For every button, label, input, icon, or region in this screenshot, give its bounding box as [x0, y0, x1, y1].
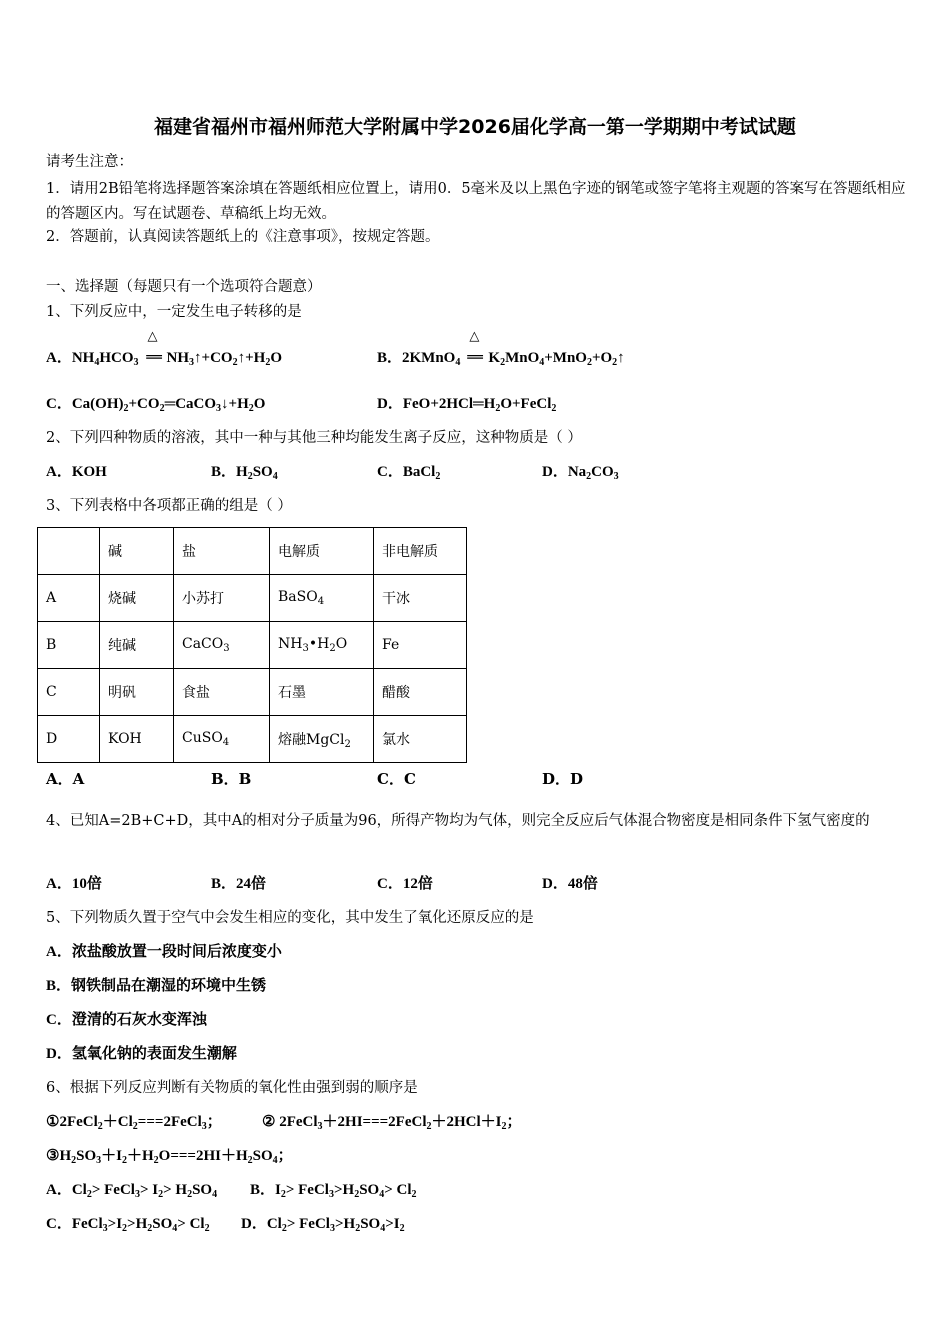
table-cell: 石墨: [270, 669, 374, 716]
table-cell: 干冰: [374, 575, 467, 622]
q6-stem: 6、根据下列反应判断有关物质的氧化性由强到弱的顺序是: [46, 1080, 418, 1096]
q6-option-a: A．$Cl_2>$ FeCl$_3$> $I_2> H_2SO_4$: [46, 1182, 218, 1200]
table-header-cell: 非电解质: [374, 528, 467, 575]
q6-option-d: D．$Cl_2>$ $FeCl_3>H_2SO_4>I_2$: [241, 1216, 405, 1234]
q4-option-c: C．12倍: [377, 876, 433, 892]
q2-option-b: B．$H_2SO_4$: [211, 464, 278, 482]
q2-option-c: C．BaCl$_2$: [377, 464, 441, 482]
table-cell: C: [38, 669, 100, 716]
q2-option-a: A．KOH: [46, 464, 107, 480]
table-cell: 熔融MgCl$_2$: [270, 716, 374, 763]
q1-stem: 1、下列反应中，一定发生电子转移的是: [46, 304, 302, 320]
table-row: [38, 716, 467, 763]
table-cell: B: [38, 622, 100, 669]
table-header-cell: 碱: [100, 528, 174, 575]
table-cell: CuSO$_4$: [174, 716, 270, 763]
q1-option-d: D．$FeO+2HCl═H_2O+FeCl_2$: [377, 396, 557, 414]
table-row: [38, 622, 467, 669]
q6-option-c: C．$FeCl_3>I_2>H_2SO_4> Cl_2$: [46, 1216, 210, 1234]
heat-symbol-icon: △: [469, 329, 480, 344]
table-cell: 小苏打: [174, 575, 270, 622]
q5-stem: 5、下列物质久置于空气中会发生相应的变化，其中发生了氧化还原反应的是: [46, 910, 534, 926]
heat-arrow: △ ═: [467, 329, 482, 366]
q2-option-d: D．$Na_2CO_3$: [542, 464, 619, 482]
table-cell: A: [38, 575, 100, 622]
q3-stem: 3、下列表格中各项都正确的组是（ ）: [46, 498, 292, 514]
q1-a-reactant: $NH_4HCO_3$: [71, 350, 139, 368]
q6-reaction-1: $①2FeCl_2+Cl_2===2FeCl_3$；: [46, 1114, 222, 1132]
table-header-row: [38, 528, 467, 575]
q3-option-a: A．A: [46, 770, 85, 788]
q4-option-d: D．48倍: [542, 876, 598, 892]
q6-reaction-3: $③H_2SO_3+I_2+H_2O===2HI+H_2SO_4$；: [46, 1148, 293, 1166]
q1-a-products: $NH_3↑+CO_2↑+H_2O$: [166, 350, 282, 368]
q5-option-c: C．澄清的石灰水变浑浊: [46, 1012, 207, 1028]
q3-option-b: B．B: [211, 770, 252, 788]
q1-b-reactant: 2KMnO$_4$: [402, 350, 461, 368]
page-title: 福建省福州市福州师范大学附属中学2026届化学高一第一学期期中考试试题: [154, 116, 796, 138]
table-cell: $NH_3•H_2O$: [270, 622, 374, 669]
table-header-cell: 电解质: [270, 528, 374, 575]
q5-option-a: A．浓盐酸放置一段时间后浓度变小: [46, 944, 282, 960]
table-cell: 氯水: [374, 716, 467, 763]
table-cell: 醋酸: [374, 669, 467, 716]
table-cell: Fe: [374, 622, 467, 669]
q1-option-c: C．$Ca(OH)_2+CO_2═CaCO_3↓+H_2O$: [46, 396, 266, 414]
table-row: [38, 669, 467, 716]
heat-arrow: △ ═: [145, 329, 160, 366]
table-cell: 明矾: [100, 669, 174, 716]
table-cell: BaSO$_4$: [270, 575, 374, 622]
table-cell: D: [38, 716, 100, 763]
notice-heading: 请考生注意：: [46, 154, 133, 170]
q6-option-b: B．$I_2>$ $FeCl_3>H_2SO_4> Cl_2$: [250, 1182, 417, 1200]
table-header-cell: [38, 528, 100, 575]
q1-b-products: $K_2MnO_4+MnO_2+O_2↑$: [488, 350, 625, 368]
q4-stem: 4、已知A=2B+C+D，其中A的相对分子质量为96，所得产物均为气体，则完全反应后气体混合物密度是相同条件下氢气密度的: [46, 813, 870, 829]
q5-option-d: D．氢氧化钠的表面发生潮解: [46, 1046, 237, 1062]
table-cell: 烧碱: [100, 575, 174, 622]
table-cell: KOH: [100, 716, 174, 763]
q4-option-a: A．10倍: [46, 876, 102, 892]
q3-option-d: D．D: [542, 770, 584, 788]
q3-option-c: C．C: [377, 770, 416, 788]
heat-symbol-icon: △: [147, 329, 158, 344]
table-cell: 食盐: [174, 669, 270, 716]
table-cell: CaCO$_3$: [174, 622, 270, 669]
q1-b-label: B．: [377, 350, 403, 366]
q5-option-b: B．钢铁制品在潮湿的环境中生锈: [46, 978, 267, 994]
section-heading: 一、选择题（每题只有一个选项符合题意）: [46, 279, 322, 295]
q1-a-label: A．: [46, 350, 72, 366]
notice-item-2: 2．答题前，认真阅读答题纸上的《注意事项》，按规定答题。: [46, 229, 440, 245]
classification-table: [37, 527, 467, 763]
q6-reaction-2: ② $2FeCl_3+2HI===2FeCl_2+2HCl+I_2$；: [262, 1114, 522, 1132]
table-cell: 纯碱: [100, 622, 174, 669]
q1-option-b: [377, 329, 625, 373]
q2-stem: 2、下列四种物质的溶液，其中一种与其他三种均能发生离子反应，这种物质是（ ）: [46, 430, 582, 446]
notice-item-1: 1．请用2B铅笔将选择题答案涂填在答题纸相应位置上，请用0．5毫米及以上黑色字迹的钢笔或签字笔将主观题的答案写在答题纸相应的答题区内。写在试题卷、草稿纸上均无效。: [46, 181, 906, 222]
table-row: [38, 575, 467, 622]
q4-option-b: B．24倍: [211, 876, 267, 892]
table-header-cell: 盐: [174, 528, 270, 575]
q1-option-a: [46, 329, 282, 373]
